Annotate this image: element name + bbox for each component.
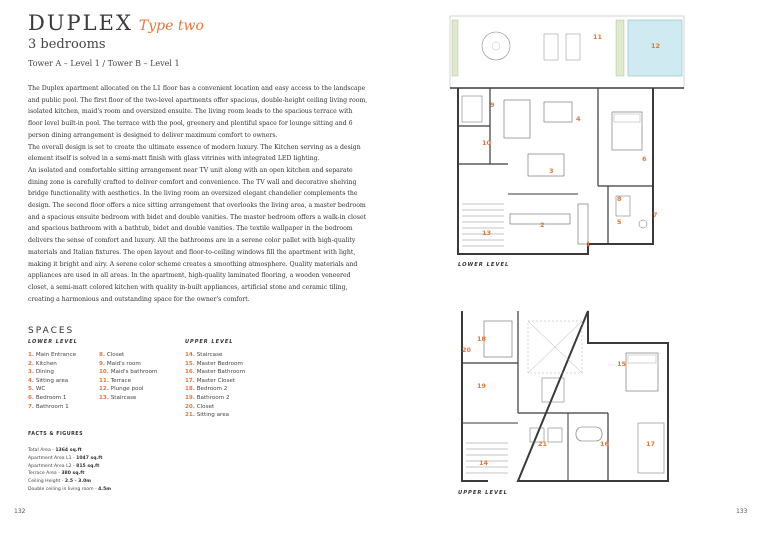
plan-number-11: 11	[593, 33, 603, 41]
type-label: Type two	[138, 18, 204, 34]
space-item	[28, 385, 76, 394]
description-paragraph: The Duplex apartment allocated on the L1 floor has a convenient location and easy access to the landscape and public pool. The first floor of the two-level apartments offer spacious, double-height ceiling living room, isolated kitchen, maid's room and oversized ensuite. The living room leads to the spacious terrace with floor level built-in pool. The terrace with the pool, greenery and plentiful space for lounge sitting and 6 person dining arrangement is designed to deliver maximum comfort to owners.	[28, 85, 368, 139]
lower-level-floorplan	[448, 14, 688, 259]
space-item	[28, 403, 76, 412]
fact-label: Ceiling Height -	[28, 479, 65, 485]
space-item	[185, 411, 245, 420]
page-title: DUPLEX Type two	[28, 11, 204, 35]
plan-number-2: 2	[540, 221, 545, 229]
space-label: Maid's room	[106, 360, 141, 367]
upper-level-list	[185, 351, 245, 420]
lower-level-list-2	[99, 351, 157, 403]
space-item	[99, 394, 157, 403]
space-item	[185, 385, 245, 394]
fact-item	[28, 470, 111, 478]
facts-heading: FACTS & FIGURES	[28, 432, 84, 437]
space-item	[99, 368, 157, 377]
lower-level-list	[28, 351, 76, 411]
space-label: Master Bedroom	[196, 360, 243, 367]
space-item	[185, 360, 245, 369]
fact-item	[28, 463, 111, 471]
fact-value: 4.5m	[98, 486, 112, 492]
space-label: WC	[35, 386, 46, 393]
space-label: Bedroom 2	[196, 386, 228, 393]
fact-label: Apartment Area L1 -	[28, 455, 77, 461]
space-number: 14.	[185, 352, 195, 358]
upper-level-floorplan	[458, 303, 683, 485]
space-number: 4.	[28, 377, 35, 384]
plan-number-21: 21	[538, 440, 548, 448]
space-number: 11.	[99, 377, 109, 384]
plan-number-6: 6	[642, 155, 647, 163]
page-number-right: 133	[736, 508, 748, 515]
space-label: Sitting area	[196, 412, 230, 419]
description-paragraph: The overall design is set to create the ultimate essence of modern luxury. The Kitchen serving as a design element itself is solved in a semi-matt finish with glass vitrines with integrated LED lighting.	[28, 143, 361, 163]
plan-number-15: 15	[617, 360, 627, 368]
space-label: Master Closet	[196, 377, 236, 384]
space-item	[185, 394, 245, 403]
space-label: Kitchen	[35, 360, 57, 367]
space-item	[99, 351, 157, 360]
space-number: 21.	[185, 412, 195, 419]
space-label: Staircase	[196, 352, 223, 358]
space-item	[185, 351, 245, 360]
page-number-left: 132	[14, 508, 26, 515]
space-number: 8.	[99, 352, 106, 358]
fact-value: 815 sq.ft	[76, 463, 100, 469]
plan-number-1: 1	[586, 240, 591, 248]
space-label: Bathroom 2	[196, 394, 230, 401]
fact-label: Terrace Area -	[28, 471, 62, 477]
space-item	[99, 385, 157, 394]
plan-number-4: 4	[576, 115, 581, 123]
space-item	[28, 360, 76, 369]
fact-value: 2.5 - 3.0m	[64, 479, 92, 485]
spaces-heading: SPACES	[28, 326, 75, 336]
space-number: 10.	[99, 369, 109, 376]
space-label: Closet	[106, 352, 125, 358]
plan-number-12: 12	[651, 42, 661, 50]
space-item	[99, 377, 157, 386]
space-number: 17.	[185, 377, 195, 384]
fact-item	[28, 455, 111, 463]
plan-number-19: 19	[477, 382, 487, 390]
fact-value: 380 sq.ft	[61, 471, 85, 477]
fact-value: 1364 sq.ft	[55, 448, 82, 453]
lower-level-label: LOWER LEVEL	[458, 262, 510, 268]
space-item	[185, 368, 245, 377]
space-item	[28, 394, 76, 403]
space-number: 15.	[185, 360, 195, 367]
space-number: 18.	[185, 386, 195, 393]
space-number: 12.	[99, 386, 109, 393]
space-number: 13.	[99, 394, 109, 401]
space-label: Staircase	[110, 394, 137, 401]
space-number: 3.	[28, 369, 35, 376]
space-item	[185, 403, 245, 412]
space-label: Terrace	[110, 377, 132, 384]
space-number: 6.	[28, 394, 35, 401]
plan-number-16: 16	[600, 440, 610, 448]
plan-number-10: 10	[482, 139, 492, 147]
space-item	[28, 351, 76, 360]
space-label: Bathroom 1	[35, 403, 69, 410]
plan-number-14: 14	[479, 459, 489, 467]
plan-number-7: 7	[653, 211, 658, 219]
plan-number-5: 5	[617, 218, 622, 226]
space-item	[28, 377, 76, 386]
space-item	[28, 368, 76, 377]
space-label: Bedroom 1	[35, 394, 67, 401]
plan-number-20: 20	[462, 346, 472, 354]
fact-item	[28, 478, 111, 486]
fact-value: 1047 sq.ft	[76, 455, 103, 461]
space-number: 19.	[185, 394, 195, 401]
lower-level-heading: LOWER LEVEL	[28, 339, 78, 345]
description	[28, 83, 368, 305]
description-paragraph: An isolated and comfortable sitting arrangement near TV unit along with an open kitchen and separate dining zone is carefully crafted to deliver comfort and convenience. The TV wall and decorative shelving bridge functionality with aesthetics. In the living room an oversized elegant chandelier complements the design. The second floor offers a nice sitting arrangement that overlooks the living area, a master bedroom and a spacious ensuite bedroom with bidet and double vanities. The master bedroom offers a walk-in closet and spacious bathroom with a bathtub, bidet and double vanities. The textile wallpaper in the bedroom delivers the sense of comfort and luxury. All the bathrooms are in a serene color pallet with high-quality materials and Italian fixtures. The open layout and floor-to-ceiling windows fill the apartment with light, making it bright and airy. A serene color scheme creates a smoothing atmosphere. Quality materials and appliances are used in all areas. In the apartment, high-quality laminated flooring, a wooden veneered closet, a semi-matt colored kitchen with quality in-built appliances, artificial stone and ceramic tiling, creating a harmonious and outstanding space for the owner's comfort.	[28, 166, 367, 303]
fact-item	[28, 486, 111, 494]
space-item	[99, 360, 157, 369]
space-number: 16.	[185, 369, 195, 376]
space-label: Master Bathroom	[196, 369, 246, 376]
plan-number-18: 18	[477, 335, 487, 343]
space-label: Maid's bathroom	[110, 369, 158, 376]
space-label: Plunge pool	[110, 386, 144, 393]
upper-level-label: UPPER LEVEL	[458, 490, 508, 496]
fact-label: Apartment Area L2 -	[28, 463, 77, 469]
fact-item	[28, 447, 111, 455]
plan-number-8: 8	[617, 195, 622, 203]
space-number: 2.	[28, 360, 35, 367]
space-item	[185, 377, 245, 386]
subtitle: 3 bedrooms	[28, 37, 106, 52]
space-number: 9.	[99, 360, 106, 367]
space-number: 7.	[28, 403, 35, 410]
fact-label: Double ceiling in living room -	[28, 486, 99, 492]
space-number: 1.	[28, 352, 35, 358]
facts-list	[28, 447, 111, 494]
plan-number-3: 3	[549, 167, 554, 175]
fact-label: Total Area -	[28, 448, 56, 453]
plan-number-13: 13	[482, 229, 492, 237]
tower-info: Tower A – Level 1 / Tower B – Level 1	[28, 59, 180, 68]
upper-level-heading: UPPER LEVEL	[185, 339, 234, 345]
space-number: 20.	[185, 403, 195, 410]
space-number: 5.	[28, 386, 35, 393]
space-label: Closet	[196, 403, 215, 410]
space-label: Main Entrance	[35, 352, 77, 358]
plan-number-9: 9	[490, 101, 495, 109]
space-label: Dining	[35, 369, 54, 376]
plan-number-17: 17	[646, 440, 656, 448]
space-label: Sitting area	[35, 377, 69, 384]
